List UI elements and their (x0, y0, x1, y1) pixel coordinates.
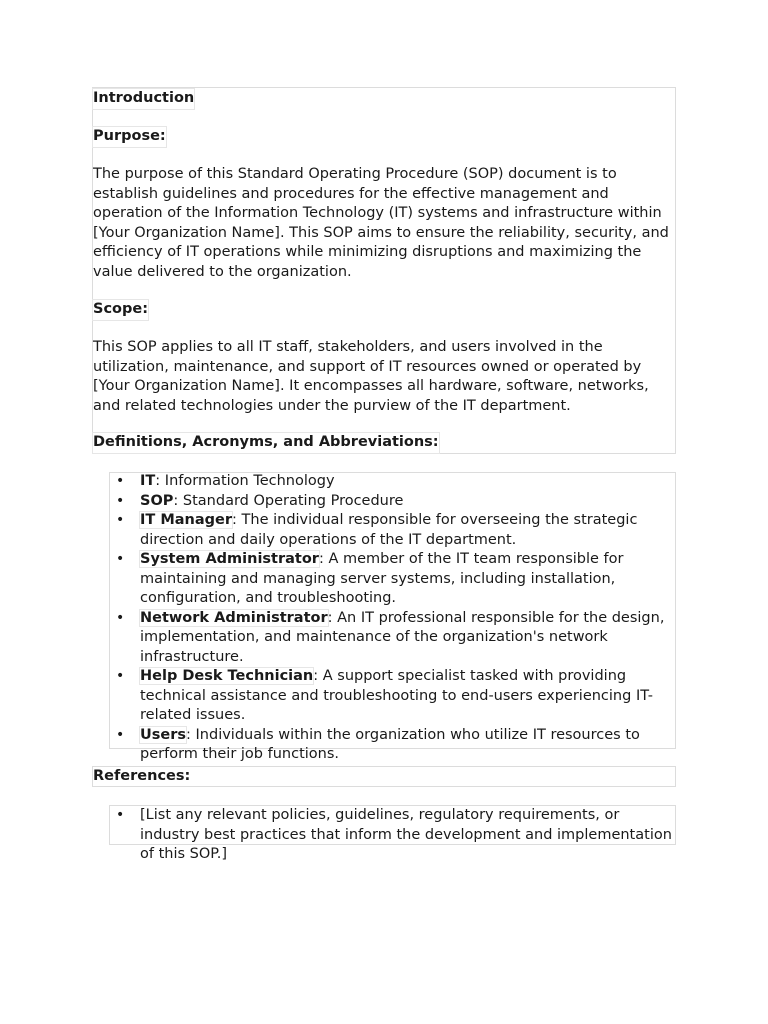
reference-item (110, 806, 675, 865)
definition-description: : A member of the IT team responsible for maintaining and managing server systems, including installation, configuration, and troubleshooting. (140, 551, 624, 606)
bullet-icon: • (116, 512, 125, 528)
bullet-icon: • (116, 473, 125, 489)
bullet-icon: • (116, 726, 125, 743)
definition-description: : An IT professional responsible for the design, implementation, and maintenance of the organization's network infrastructure. (140, 609, 665, 665)
bullet-icon: • (116, 807, 125, 823)
definition-description: : Individuals within the organization who utilize IT resources to perform their job functions. (140, 726, 640, 762)
definition-item (110, 550, 675, 609)
scope-heading: Scope: (93, 300, 148, 320)
bullet-icon: • (116, 668, 125, 684)
definition-item (110, 667, 675, 726)
definitions-heading: Definitions, Acronyms, and Abbreviations: (93, 433, 439, 453)
definition-term: IT (140, 473, 156, 489)
scope-paragraph: This SOP applies to all IT staff, stakeholders, and users involved in the utilization, maintenance, and support of IT resources owned or operated by [Your Organization Name]. It encompasses all hardware, software, networks, and related technologies under the purview of the IT department. (93, 339, 649, 414)
definition-term: System Administrator (140, 551, 319, 567)
references-list (110, 806, 675, 865)
definition-term: SOP (140, 492, 174, 509)
definition-item (110, 511, 675, 550)
definition-term: Users (140, 726, 187, 743)
definition-item (110, 726, 675, 765)
definition-term: IT Manager (140, 512, 233, 528)
bullet-icon: • (116, 551, 125, 567)
definition-term: Help Desk Technician (140, 668, 314, 684)
definition-item (110, 609, 675, 668)
definitions-list (110, 472, 675, 765)
reference-text: [List any relevant policies, guidelines, regulatory requirements, or industry best practices that inform the development and implementation of this SOP.] (140, 807, 672, 862)
definition-item (110, 492, 675, 512)
references-heading: References: (93, 768, 191, 784)
bullet-icon: • (116, 609, 125, 626)
purpose-paragraph: The purpose of this Standard Operating Procedure (SOP) document is to establish guidelines and procedures for the effective management and operation of the Information Technology (IT) systems and infrastructure within [Your Organization Name]. This SOP aims to ensure the reliability, security, and efficiency of IT operations while minimizing disruptions and maximizing the value delivered to the organization. (93, 166, 669, 280)
definition-description: : Information Technology (155, 473, 335, 489)
definition-description: : A support specialist tasked with providing technical assistance and troubleshooting to end-users experiencing IT-related issues. (140, 668, 653, 723)
bullet-icon: • (116, 492, 125, 509)
purpose-heading: Purpose: (93, 127, 166, 147)
definition-description: : Standard Operating Procedure (173, 492, 404, 509)
definition-description: : The individual responsible for overseeing the strategic direction and daily operations of the IT department. (140, 512, 638, 548)
introduction-heading: Introduction (93, 89, 194, 109)
definition-item (110, 472, 675, 492)
definition-term: Network Administrator (140, 609, 328, 626)
